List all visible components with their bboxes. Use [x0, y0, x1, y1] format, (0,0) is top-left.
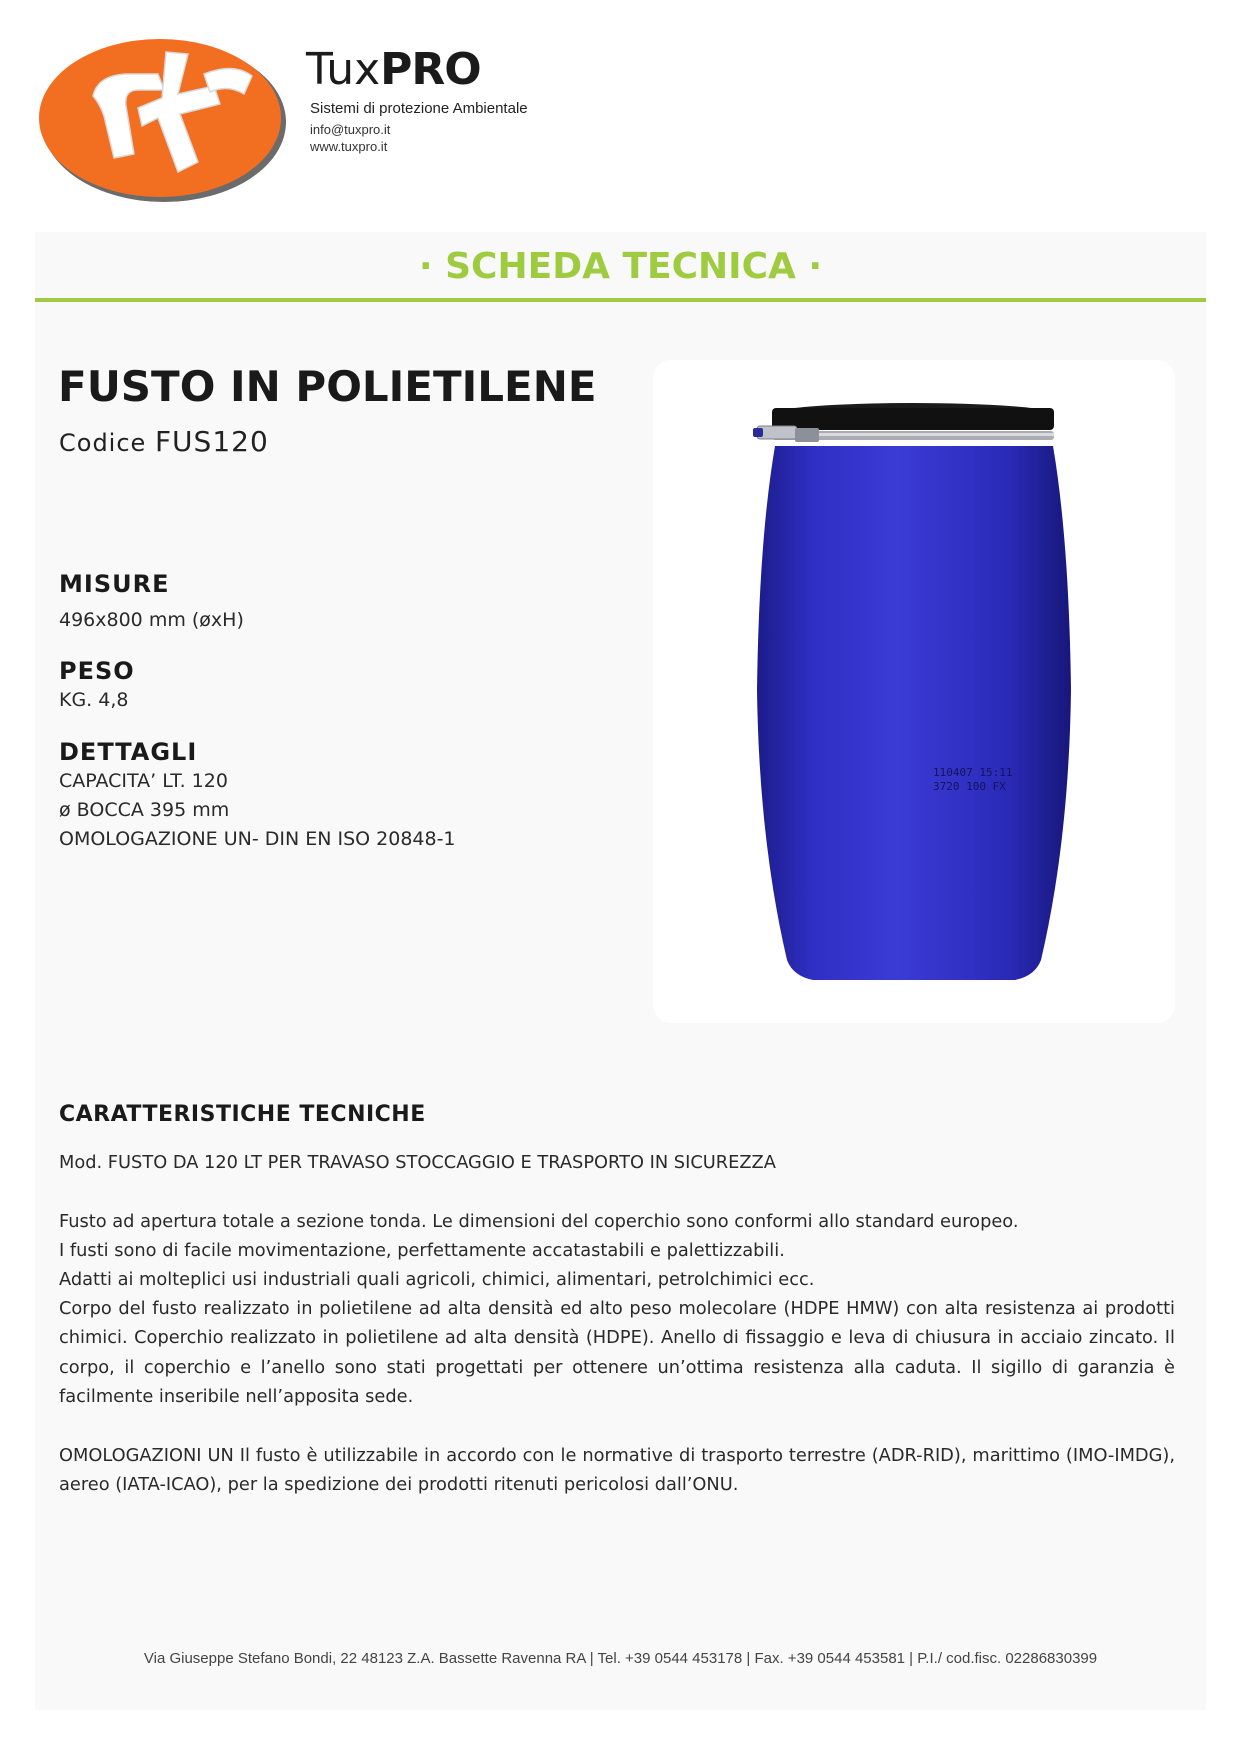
dettagli-line: OMOLOGAZIONE UN- DIN EN ISO 20848-1 [59, 828, 456, 850]
dettagli-line: ø BOCCA 395 mm [59, 799, 230, 821]
brand-website[interactable]: www.tuxpro.it [310, 139, 388, 154]
drum-print-code: 110407 15:11 [933, 766, 1013, 779]
product-image [753, 400, 1093, 984]
tech-paragraph: Corpo del fusto realizzato in polietilene ad alta densità ed alto peso molecolare (HDPE HMW) con alta resistenza ai prodotti chimici. Coperchio realizzato in polietilene ad alta densità (HDPE). Anello di fissaggio e leva di chiusura in acciaio zincato. Il corpo, il coperchio e l’anello sono stati progettati per ottenere un’ottima resistenza alla caduta. Il sigillo di garanzia è facilmente inseribile nell’apposita sede. [59, 1298, 1175, 1407]
misure-value: 496x800 mm (øxH) [59, 609, 244, 631]
brand-tagline: Sistemi di protezione Ambientale [310, 100, 528, 117]
drum-print-code: 3720 100 FX [933, 780, 1006, 793]
tech-model: Mod. FUSTO DA 120 LT PER TRAVASO STOCCAGGIO E TRASPORTO IN SICUREZZA [59, 1152, 776, 1173]
peso-heading: PESO [59, 657, 135, 685]
title-divider [35, 298, 1206, 302]
footer-contacts: Via Giuseppe Stefano Bondi, 22 48123 Z.A. Bassette Ravenna RA | Tel. +39 0544 453178 | Fax. +39 0544 453581 | P.I./ cod.fisc. 02286830399 [143, 1650, 1098, 1667]
tech-paragraph: Adatti ai molteplici usi industriali quali agricoli, chimici, alimentari, petrolchimici ecc. [59, 1269, 815, 1290]
tech-paragraph: Fusto ad apertura totale a sezione tonda. Le dimensioni del coperchio sono conformi allo standard europeo. [59, 1211, 1019, 1232]
tech-approvals: OMOLOGAZIONI UN Il fusto è utilizzabile in accordo con le normative di trasporto terrestre (ADR-RID), marittimo (IMO-IMDG), aereo (IATA-ICAO), per la spedizione dei prodotti ritenuti pericolosi dall’ONU. [59, 1445, 1175, 1496]
tech-heading: CARATTERISTICHE TECNICHE [59, 1102, 426, 1127]
product-code: Codice FUS120 [59, 425, 269, 458]
brand-name: TuxPRO [306, 44, 481, 95]
peso-value: KG. 4,8 [59, 689, 129, 711]
misure-heading: MISURE [59, 570, 170, 598]
dettagli-heading: DETTAGLI [59, 738, 198, 766]
dettagli-line: CAPACITA’ LT. 120 [59, 770, 228, 792]
tuxpro-logo-icon [38, 34, 288, 206]
brand-email[interactable]: info@tuxpro.it [310, 122, 391, 137]
sheet-title: · SCHEDA TECNICA · [418, 246, 823, 287]
tech-paragraph: I fusti sono di facile movimentazione, perfettamente accatastabili e palettizzabili. [59, 1240, 785, 1261]
product-title: FUSTO IN POLIETILENE [58, 362, 597, 411]
